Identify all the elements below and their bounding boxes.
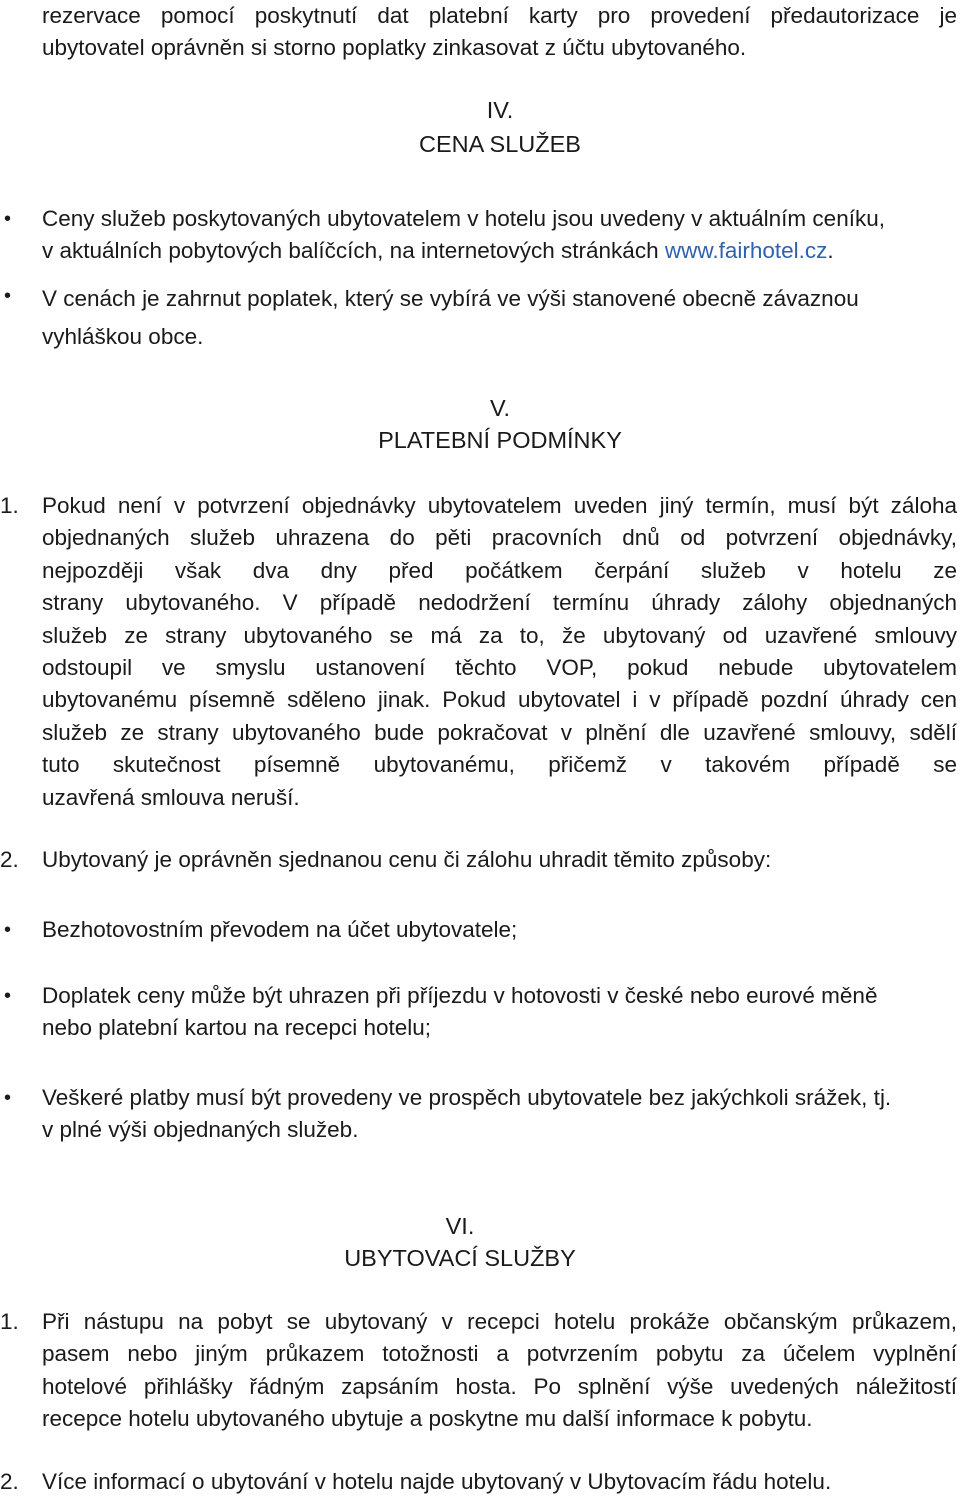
- item-marker: 2.: [0, 847, 19, 872]
- intro-paragraph: [42, 0, 957, 65]
- text-line: V cenách je zahrnut poplatek, který se vybírá ve výši stanovené obecně závaznou: [42, 286, 859, 311]
- text-line: rezervace pomocí poskytnutí dat platební karty pro provedení předautorizace je: [42, 3, 957, 28]
- text-line: pasem nebo jiným průkazem totožnosti a potvrzením pobytu za účelem vyplnění: [42, 1341, 957, 1367]
- bullet-icon: •: [4, 285, 12, 307]
- website-link[interactable]: www.fairhotel.cz: [664, 238, 828, 264]
- bullet-item: [4, 1082, 957, 1147]
- section-title: CENA SLUŽEB: [419, 131, 581, 157]
- text-line: Ubytovaný je oprávněn sjednanou cenu či zálohu uhradit těmito způsoby:: [42, 847, 772, 872]
- bullet-icon: •: [4, 208, 12, 230]
- bullet-item: [4, 280, 957, 356]
- numbered-item: [0, 1466, 957, 1498]
- text-line: [42, 235, 957, 267]
- text-line: ubytovanému písemně sděleno jinak. Pokud ubytovatel i v případě pozdní úhrady cen: [42, 687, 957, 713]
- numbered-item: [0, 1306, 957, 1436]
- section-number: V.: [489, 395, 511, 421]
- text-line: uzavřená smlouva neruší.: [42, 784, 300, 810]
- text-line: odstoupil ve smyslu ustanovení těchto VOP, pokud nebude ubytovatelem: [42, 655, 957, 681]
- text-line: objednaných služeb uhrazena do pěti pracovních dnů od potvrzení objednávky,: [42, 525, 957, 551]
- section-number: VI.: [445, 1213, 475, 1239]
- text-line: Při nástupu na pobyt se ubytovaný v recepci hotelu prokáže občanským průkazem,: [42, 1309, 957, 1334]
- bullet-icon: •: [4, 985, 12, 1007]
- section-number: IV.: [486, 97, 514, 123]
- text-line: nejpozději však dva dny před počátkem čerpání služeb v hotelu ze: [42, 557, 957, 583]
- text-line: recepce hotelu ubytovaného ubytuje a poskytne mu další informace k pobytu.: [42, 1406, 813, 1432]
- bullet-item: [4, 914, 957, 946]
- item-marker: 2.: [0, 1469, 19, 1494]
- bullet-item: [4, 203, 957, 268]
- text-fragment: v aktuálních pobytových balíčcích, na internetových stránkách: [42, 238, 665, 264]
- text-line: nebo platební kartou na recepci hotelu;: [42, 1015, 432, 1041]
- bullet-item: [4, 980, 957, 1045]
- text-line: Veškeré platby musí být provedeny ve prospěch ubytovatele bez jakýchkoli srážek, tj.: [42, 1085, 892, 1110]
- section-title: UBYTOVACÍ SLUŽBY: [344, 1245, 576, 1271]
- item-marker: 1.: [0, 1309, 19, 1334]
- item-marker: 1.: [0, 493, 19, 518]
- bullet-icon: •: [4, 1087, 12, 1109]
- text-line: strany ubytovaného. V případě nedodržení termínu úhrady zálohy objednaných: [42, 590, 957, 616]
- text-line: vyhláškou obce.: [42, 324, 204, 349]
- text-line: Doplatek ceny může být uhrazen při příjezdu v hotovosti v české nebo eurové měně: [42, 983, 878, 1008]
- text-line: služeb ze strany ubytovaného bude pokračovat v plnění dle uzavřené smlouvy, sdělí: [42, 719, 957, 745]
- text-line: Ceny služeb poskytovaných ubytovatelem v hotelu jsou uvedeny v aktuálním ceníku,: [42, 206, 885, 231]
- text-line: Bezhotovostním převodem na účet ubytovatele;: [42, 917, 518, 942]
- text-line: služeb ze strany ubytovaného se má za to, že ubytovaný od uzavřené smlouvy: [42, 622, 957, 648]
- text-line: v plné výši objednaných služeb.: [42, 1117, 359, 1143]
- text-line: hotelové přihlášky řádným zapsáním hosta. Po splnění výše uvedených náležitostí: [42, 1373, 957, 1399]
- section-title: PLATEBNÍ PODMÍNKY: [378, 427, 622, 453]
- text-line: Pokud není v potvrzení objednávky ubytovatelem uveden jiný termín, musí být záloha: [42, 493, 957, 518]
- bullet-icon: •: [4, 919, 12, 941]
- text-line: tuto skutečnost písemně ubytovanému, přičemž v takovém případě se: [42, 752, 957, 778]
- numbered-item: [0, 490, 957, 814]
- text-line: Více informací o ubytování v hotelu najde ubytovaný v Ubytovacím řádu hotelu.: [42, 1469, 832, 1494]
- text-fragment: .: [827, 238, 834, 264]
- numbered-item: [0, 844, 957, 876]
- text-line: ubytovatel oprávněn si storno poplatky zinkasovat z účtu ubytovaného.: [42, 35, 747, 61]
